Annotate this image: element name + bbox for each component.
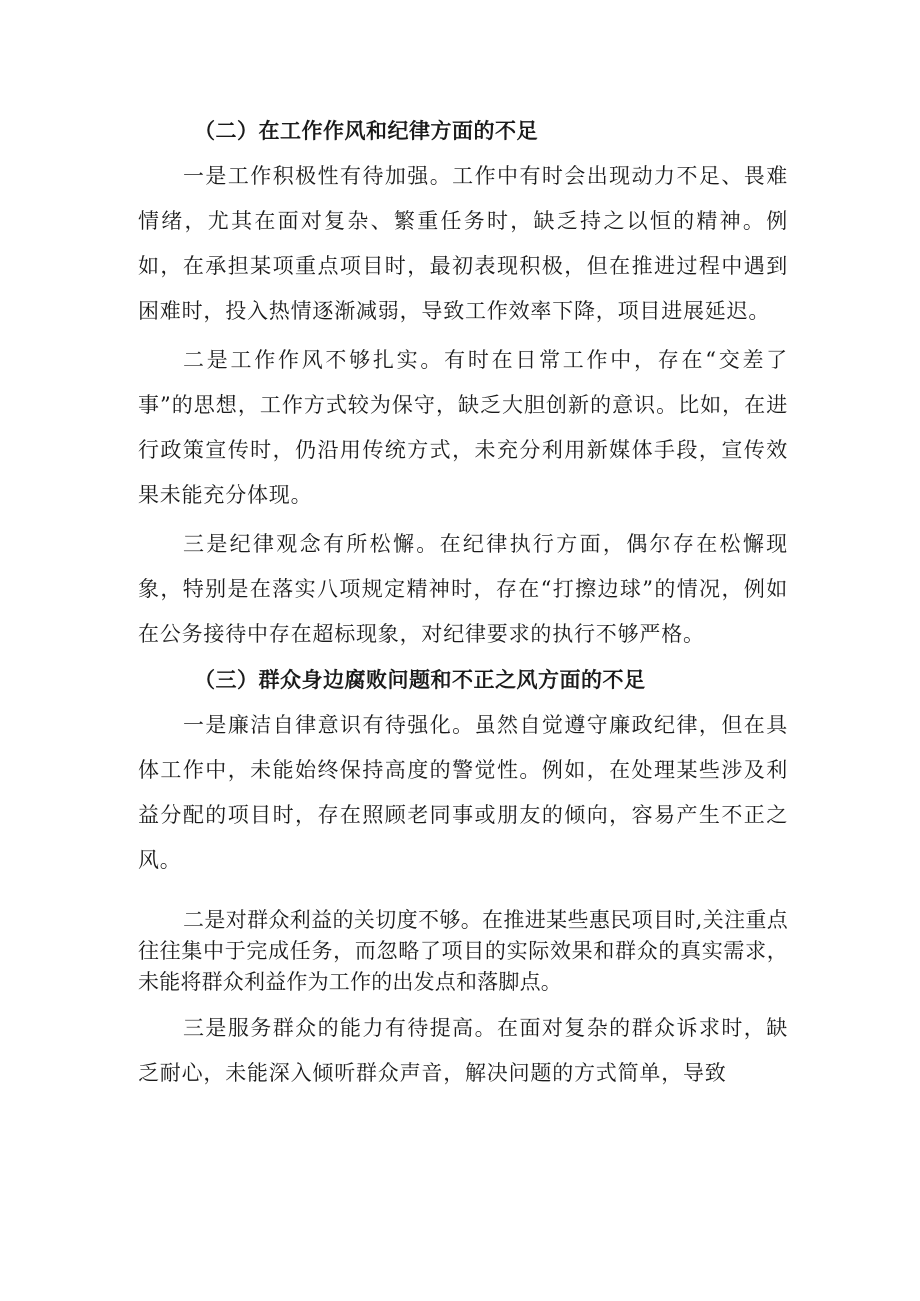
document-body bbox=[138, 108, 788, 1096]
paragraph-public-interest: 二是对群众利益的关切度不够。在推进某些惠民项目时,关注重点往往集中于完成任务，而忽略了项目的实际效果和群众的真实需求，未能将群众利益作为工作的出发点和落脚点。 bbox=[138, 908, 788, 994]
paragraph-work-enthusiasm: 一是工作积极性有待加强。工作中有时会出现动力不足、畏难情绪，尤其在面对复杂、繁重任务时，缺乏持之以恒的精神。例如，在承担某项重点项目时，最初表现积极，但在推进过程中遇到困难时，投入热情逐渐减弱，导致工作效率下降，项目进展延迟。 bbox=[138, 164, 788, 323]
paragraph-work-solidity: 二是工作作风不够扎实。有时在日常工作中，存在“交差了事”的思想，工作方式较为保守，缺乏大胆创新的意识。比如，在进行政策宣传时，仍沿用传统方式，未充分利用新媒体手段，宣传效果未能充分体现。 bbox=[138, 348, 788, 507]
paragraph-integrity: 一是廉洁自律意识有待强化。虽然自觉遵守廉政纪律，但在具体工作中，未能始终保持高度的警觉性。例如，在处理某些涉及利益分配的项目时，存在照顾老同事或朋友的倾向，容易产生不正之风。 bbox=[138, 713, 788, 872]
section-heading-corruption: （三）群众身边腐败问题和不正之风方面的不足 bbox=[194, 667, 646, 692]
section-heading-work-style: （二）在工作作风和纪律方面的不足 bbox=[194, 118, 538, 143]
paragraph-discipline: 三是纪律观念有所松懈。在纪律执行方面，偶尔存在松懈现象，特别是在落实八项规定精神时，存在“打擦边球”的情况，例如在公务接待中存在超标现象，对纪律要求的执行不够严格。 bbox=[138, 532, 788, 646]
paragraph-service-ability: 三是服务群众的能力有待提高。在面对复杂的群众诉求时，缺乏耐心，未能深入倾听群众声音，解决问题的方式简单，导致 bbox=[138, 1016, 788, 1085]
